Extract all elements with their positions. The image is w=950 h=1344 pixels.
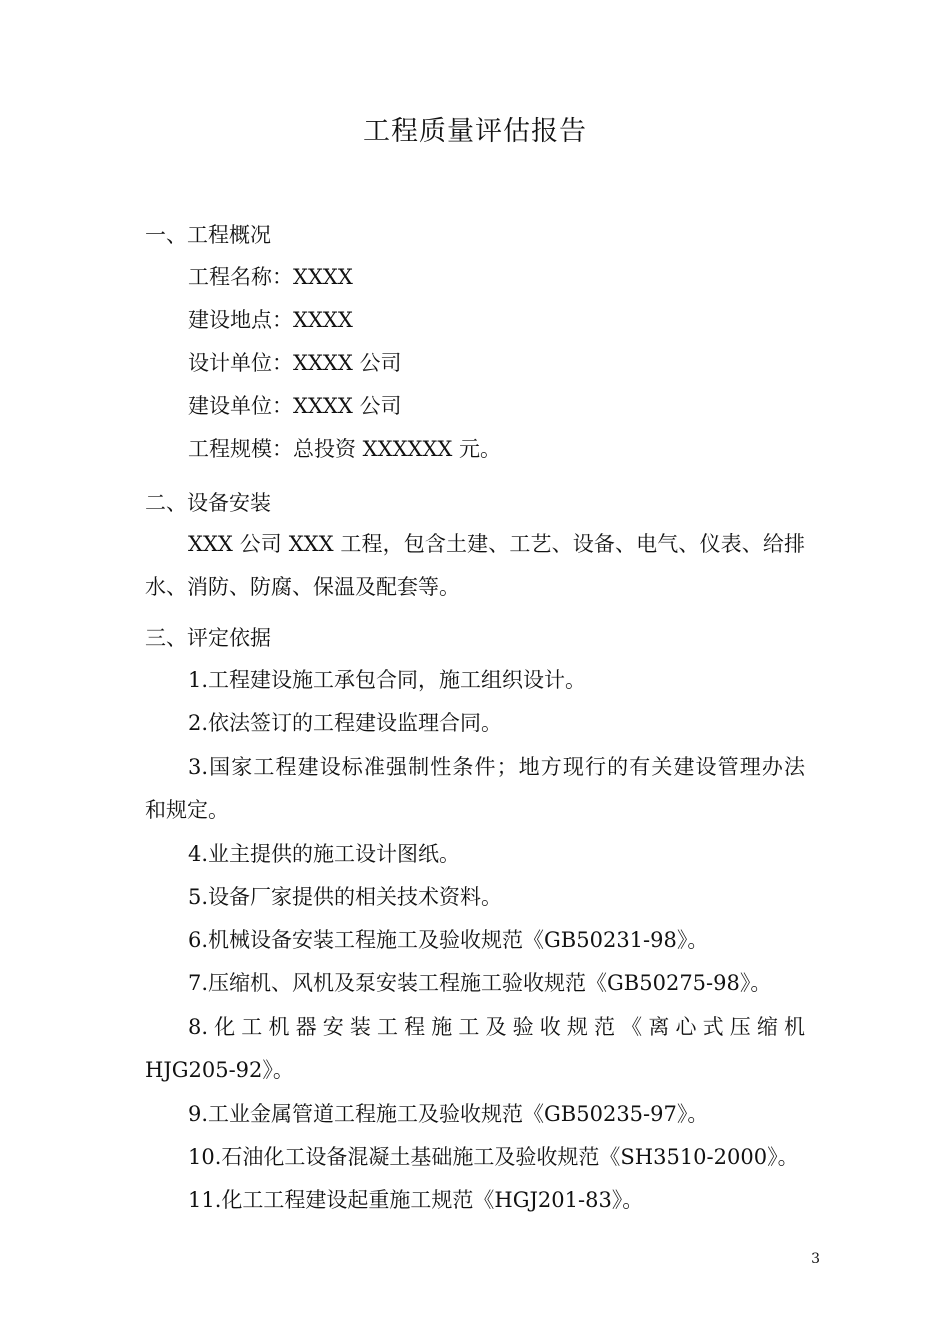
construction-unit-line: 建设单位：XXXX 公司 [188, 394, 402, 418]
basis-item-6: 6.机械设备安装工程施工及验收规范《GB50231-98》。 [188, 928, 709, 952]
equipment-paragraph-line-2: 水、消防、防腐、保温及配套等。 [145, 575, 460, 599]
basis-item-11: 11.化工工程建设起重施工规范《HGJ201-83》。 [188, 1188, 644, 1212]
basis-item-10: 10.石油化工设备混凝土基础施工及验收规范《SH3510-2000》。 [188, 1145, 799, 1169]
basis-item-8-line-2: HJG205-92》。 [145, 1058, 294, 1082]
basis-item-7: 7.压缩机、风机及泵安装工程施工验收规范《GB50275-98》。 [188, 971, 772, 995]
basis-item-3-line-2: 和规定。 [145, 798, 229, 822]
basis-item-3-line-1: 3.国家工程建设标准强制性条件；地方现行的有关建设管理办法 [188, 755, 805, 779]
design-unit-line: 设计单位：XXXX 公司 [188, 351, 402, 375]
section-heading-overview: 一、工程概况 [145, 223, 271, 247]
basis-item-2: 2.依法签订的工程建设监理合同。 [188, 711, 503, 735]
basis-item-9: 9.工业金属管道工程施工及验收规范《GB50235-97》。 [188, 1102, 709, 1126]
page-number: 3 [811, 1251, 820, 1267]
construction-site-line: 建设地点：XXXX [188, 308, 353, 332]
equipment-paragraph-line-1: XXX 公司 XXX 工程，包含土建、工艺、设备、电气、仪表、给排 [188, 532, 805, 556]
basis-item-1: 1.工程建设施工承包合同，施工组织设计。 [188, 668, 587, 692]
basis-item-5: 5.设备厂家提供的相关技术资料。 [188, 885, 503, 909]
basis-item-8-line-1: 8.化工机器安装工程施工及验收规范《离心式压缩机 [188, 1015, 805, 1039]
project-scale-line: 工程规模：总投资 XXXXXX 元。 [188, 437, 502, 461]
section-heading-equipment: 二、设备安装 [145, 491, 271, 515]
section-heading-basis: 三、评定依据 [145, 626, 271, 650]
document-title: 工程质量评估报告 [363, 116, 587, 147]
project-name-line: 工程名称：XXXX [188, 265, 353, 289]
basis-item-4: 4.业主提供的施工设计图纸。 [188, 842, 461, 866]
